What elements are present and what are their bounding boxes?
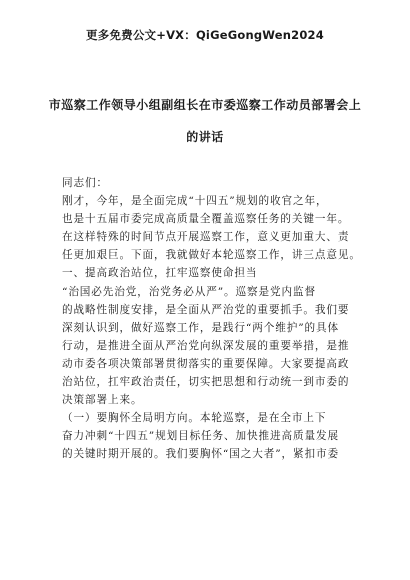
body-line: 行动，是推进全面从严治党向纵深发展的重要举措，是推 <box>62 339 350 352</box>
body-line: 治站位，扛牢政治责任，切实把思想和行动统一到市委的 <box>62 376 350 389</box>
body-line: 任更加艰巨。下面，我就做好本轮巡察工作，讲三点意见。 <box>62 249 361 262</box>
speech-title-line-1: 市巡察工作领导小组副组长在市委巡察工作动员部署会上 <box>48 98 362 112</box>
body-line: “治国必先治党，治党务必从严”。巡察是党内监督 <box>62 285 316 298</box>
body-line: 决策部署上来。 <box>62 394 143 407</box>
body-line: 动市委各项决策部署贯彻落实的重要保障。大家要提高政 <box>62 357 350 370</box>
body-line: 深刻认识到，做好巡察工作，是践行“两个维护”的具体 <box>62 321 339 334</box>
speech-body <box>62 174 362 464</box>
body-line: 在这样特殊的时间节点开展巡察工作，意义更加重大、责 <box>62 231 350 244</box>
promo-header: 更多免费公文+VX：QiGeGongWen2024 <box>86 28 324 42</box>
body-line: 奋力冲刺“十四五”规划目标任务、加快推进高质量发展 <box>62 430 339 443</box>
section-heading: 一、提高政治站位，扛牢巡察使命担当 <box>62 267 258 280</box>
body-line: 的关键时期开展的。我们要胸怀“国之大者”，紧扣市委 <box>62 448 339 461</box>
body-line: （一）要胸怀全局明方向。本轮巡察，是在全市上下 <box>62 412 327 425</box>
speech-title-line-2: 的讲话 <box>186 130 224 144</box>
body-line: 的战略性制度安排，是全面从严治党的重要抓手。我们要 <box>62 303 350 316</box>
body-line: 刚才，今年，是全面完成“十四五”规划的收官之年， <box>62 195 328 208</box>
body-line: 同志们： <box>62 177 108 189</box>
body-line: 也是十五届市委完成高质量全覆盖巡察任务的关键一年。 <box>62 213 350 226</box>
